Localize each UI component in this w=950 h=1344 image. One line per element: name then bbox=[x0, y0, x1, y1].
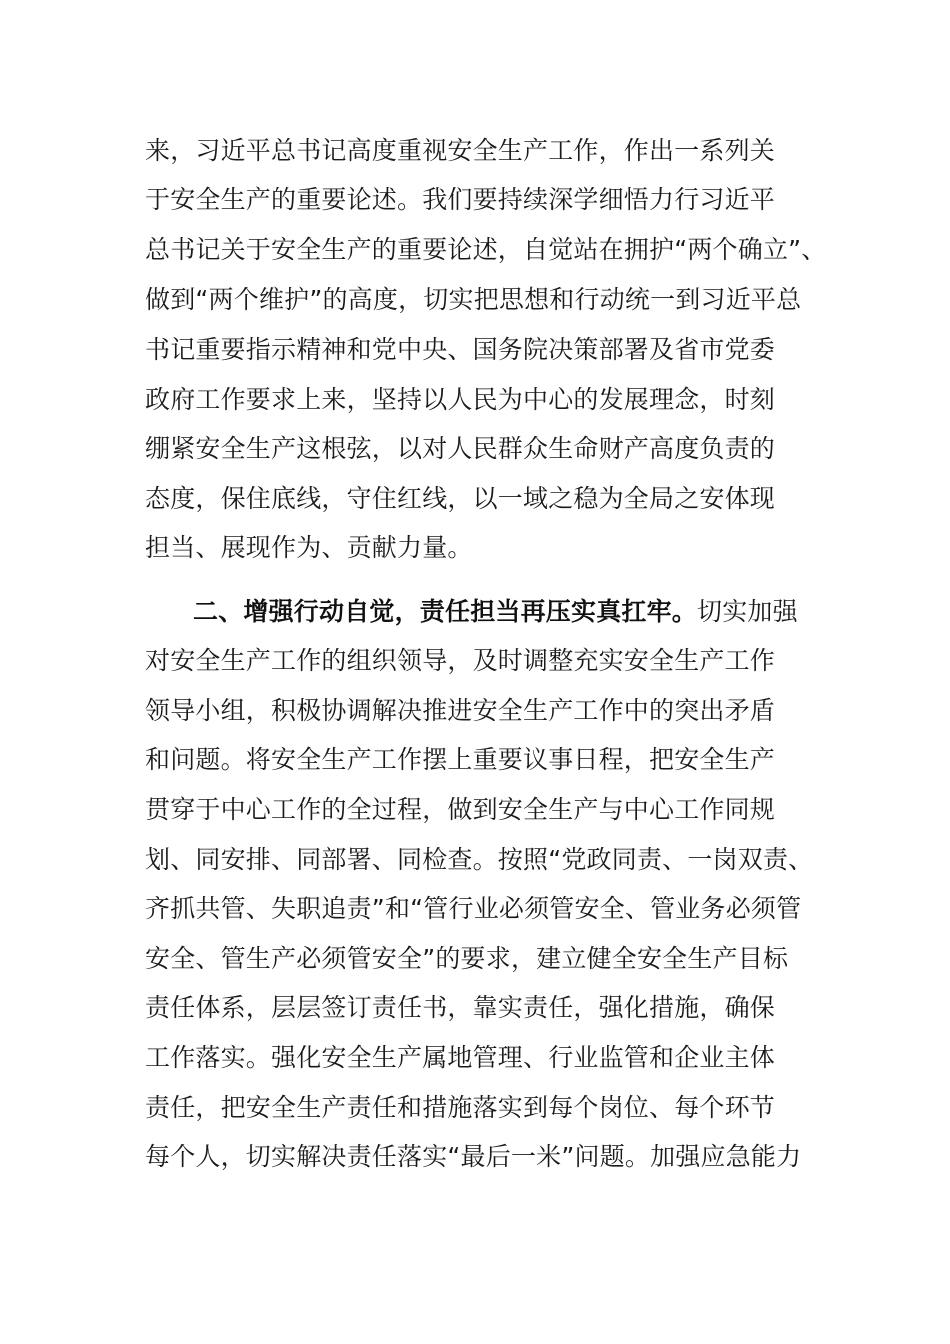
paragraph-1-line-6: 政府工作要求上来，坚持以人民为中心的发展理念，时刻 bbox=[145, 385, 776, 414]
paragraph-2-line-3: 领导小组，积极协调解决推进安全生产工作中的突出矛盾 bbox=[145, 696, 776, 725]
paragraph-2-line-1 bbox=[193, 592, 815, 632]
paragraph-1-line-7: 绷紧安全生产这根弦，以对人民群众生命财产高度负责的 bbox=[145, 434, 776, 463]
section-heading: 二、增强行动自觉，责任担当再压实真扛牢。 bbox=[193, 597, 698, 626]
paragraph-2-line-7: 齐抓共管、失职追责”和“管行业必须管安全、管业务必须管 bbox=[145, 894, 802, 923]
paragraph-2-line-1-text: 切实加强 bbox=[697, 597, 798, 626]
paragraph-2-line-9: 责任体系，层层签订责任书，靠实责任，强化措施，确保 bbox=[145, 993, 776, 1022]
paragraph-2-line-2: 对安全生产工作的组织领导，及时调整充实安全生产工作 bbox=[145, 646, 776, 675]
paragraph-2-line-12: 每个人，切实解决责任落实“最后一米”问题。加强应急能力 bbox=[145, 1142, 802, 1171]
paragraph-1-line-2: 于安全生产的重要论述。我们要持续深学细悟力行习近平 bbox=[145, 185, 776, 214]
paragraph-1-line-1: 来，习近平总书记高度重视安全生产工作，作出一系列关 bbox=[145, 136, 776, 165]
paragraph-1-line-5: 书记重要指示精神和党中央、国务院决策部署及省市党委 bbox=[145, 335, 776, 364]
paragraph-1-line-4: 做到“两个维护”的高度，切实把思想和行动统一到习近平总 bbox=[145, 285, 802, 314]
paragraph-2-line-5: 贯穿于中心工作的全过程，做到安全生产与中心工作同规 bbox=[145, 795, 776, 824]
paragraph-1-line-3: 总书记关于安全生产的重要论述，自觉站在拥护“两个确立”、 bbox=[145, 235, 827, 264]
paragraph-2-line-10: 工作落实。强化安全生产属地管理、行业监管和企业主体 bbox=[145, 1043, 776, 1072]
paragraph-2-line-6: 划、同安排、同部署、同检查。按照“党政同责、一岗双责、 bbox=[145, 845, 814, 874]
paragraph-2-line-4: 和问题。将安全生产工作摆上重要议事日程，把安全生产 bbox=[145, 745, 776, 774]
paragraph-1-line-9: 担当、展现作为、贡献力量。 bbox=[145, 533, 473, 562]
paragraph-1-line-8: 态度，保住底线，守住红线，以一域之稳为全局之安体现 bbox=[145, 484, 776, 513]
paragraph-2-line-8: 安全、管生产必须管安全”的要求，建立健全安全生产目标 bbox=[145, 944, 789, 973]
paragraph-2-line-11: 责任，把安全生产责任和措施落实到每个岗位、每个环节 bbox=[145, 1093, 776, 1122]
